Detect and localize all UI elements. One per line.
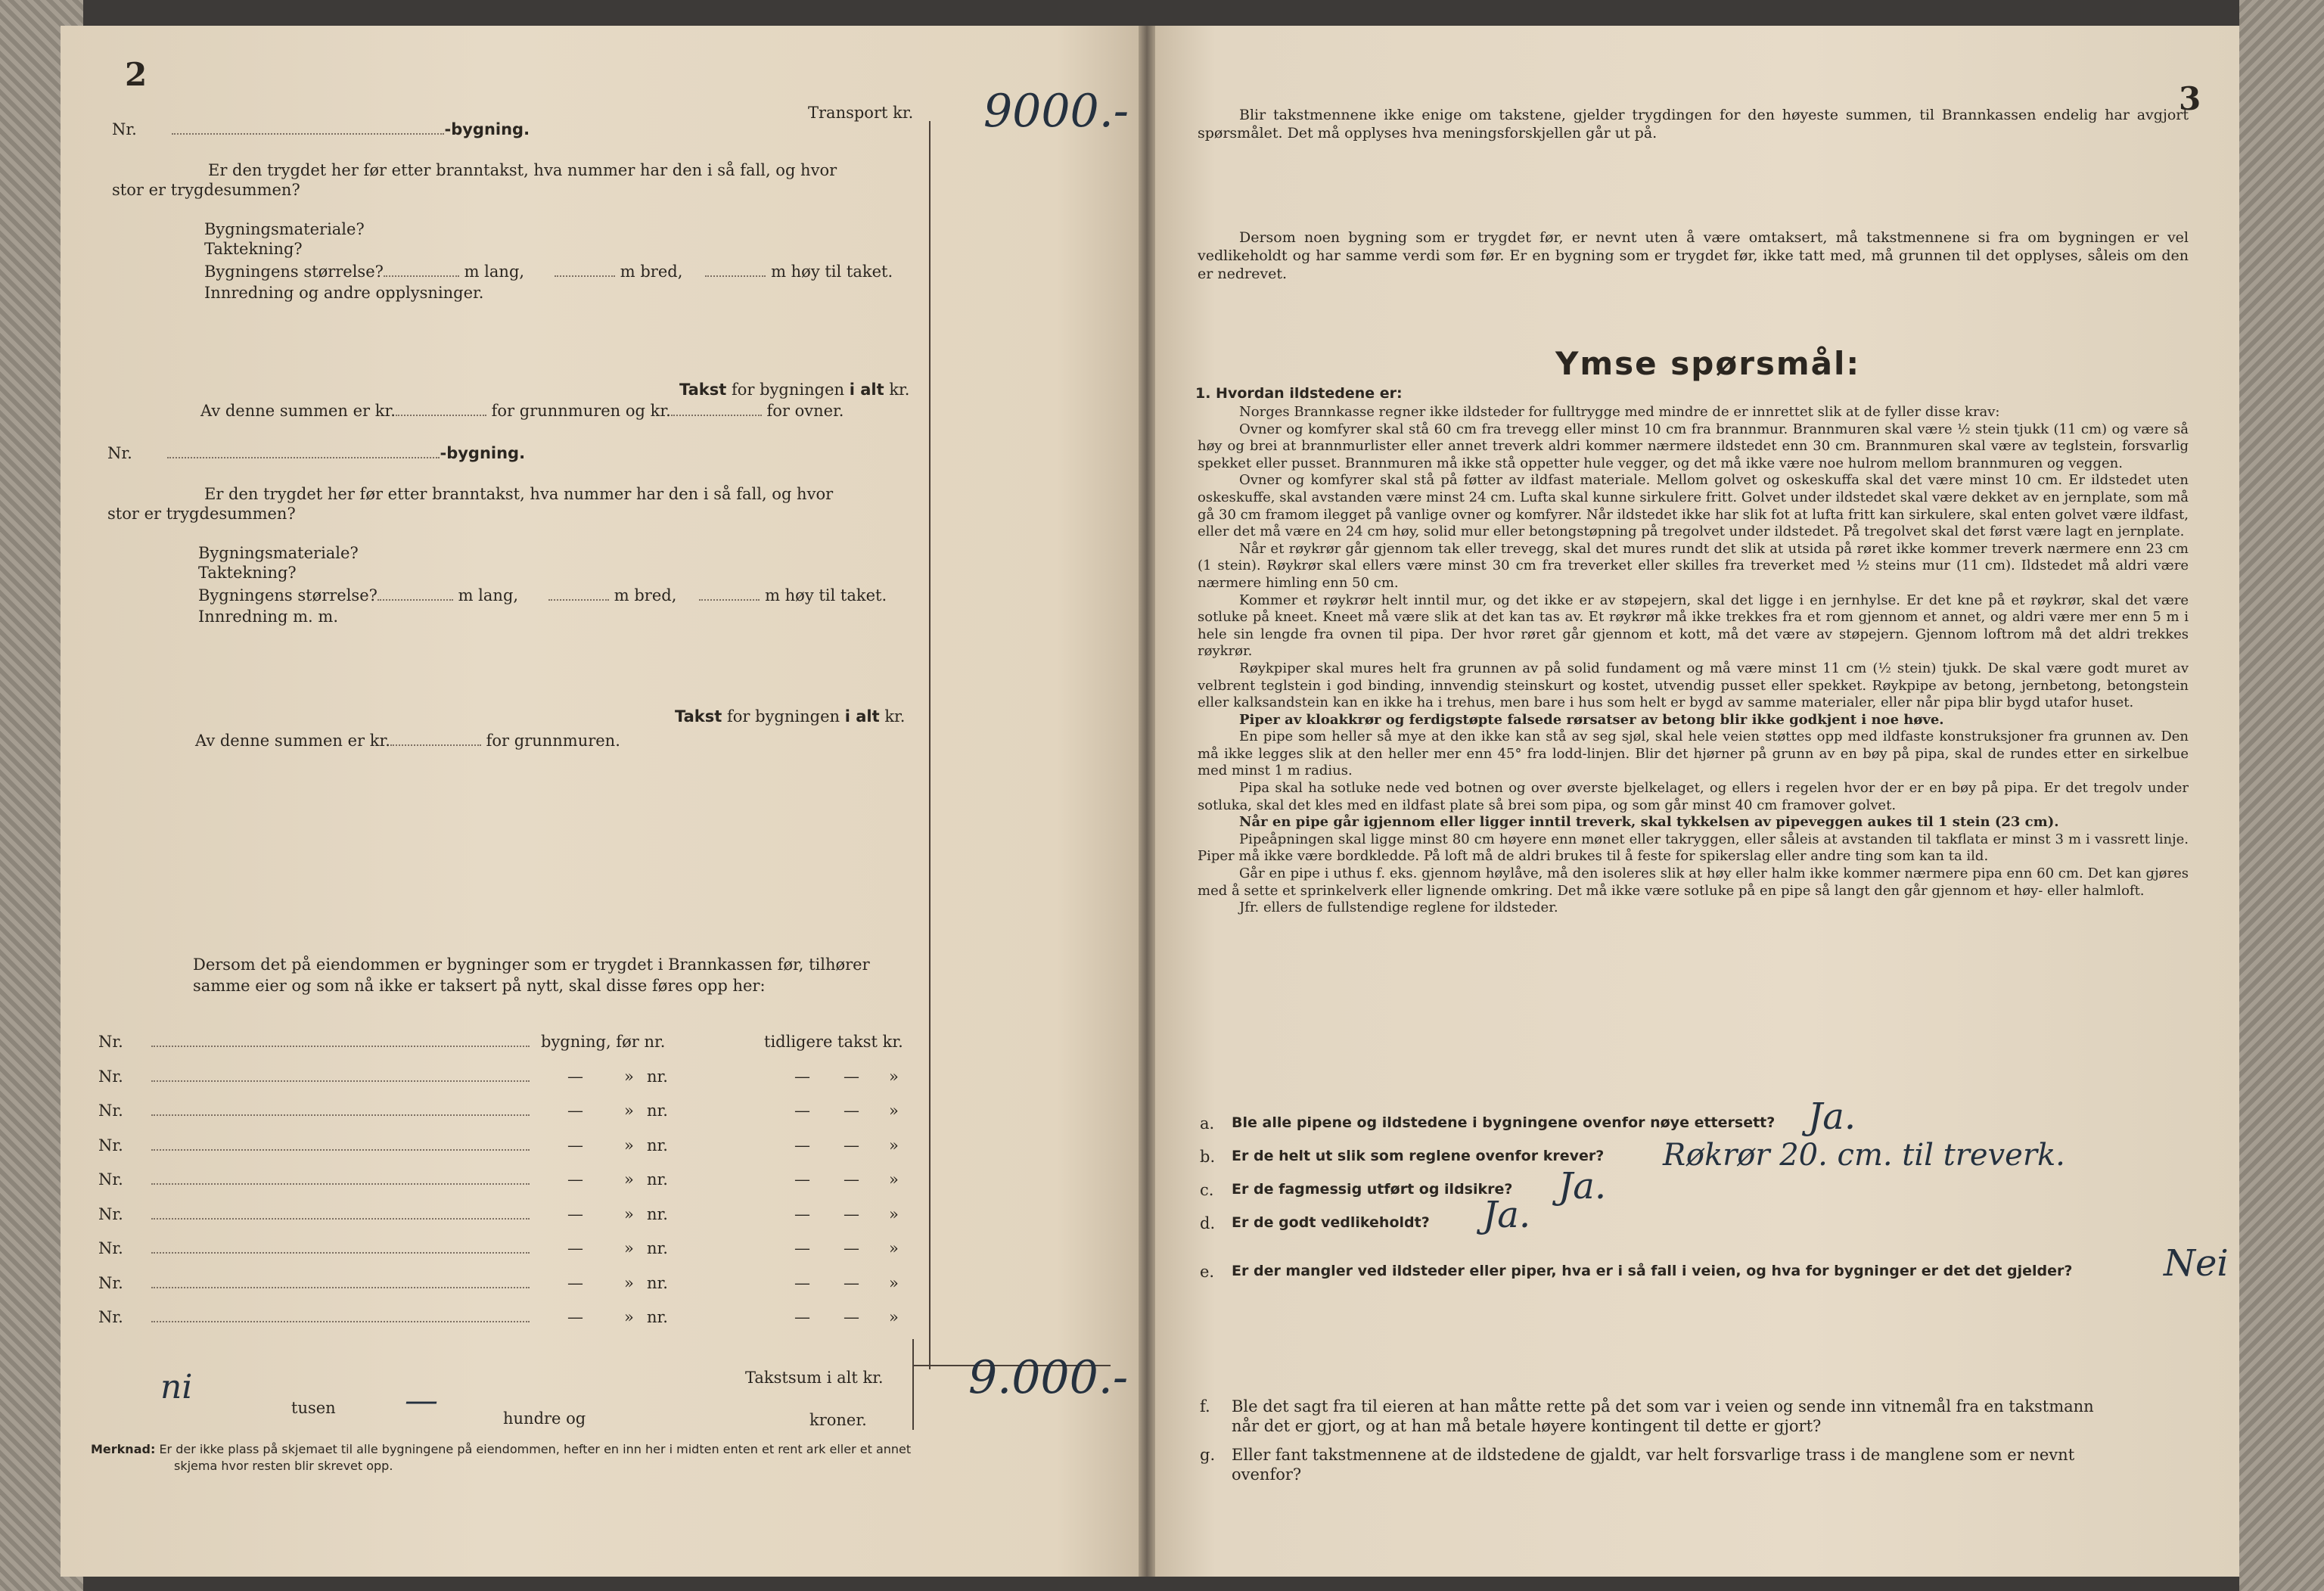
takst-suffix: for bygningen (731, 381, 845, 399)
rule-paragraph: Pipeåpningen skal ligge minst 80 cm høyere enn mønet eller takryggen, eller såleis at avstanden til takflata er minst 3 m i vassrett linje. Piper må ikke være bordkledde. På loft må de aldri brukes til å feste for spikerslag eller andre ting som kan ta ild. (1198, 831, 2189, 865)
existing-row-takst: tidligere takst kr. (764, 1033, 903, 1051)
existing-row-nr: Nr. (98, 1067, 123, 1086)
question-f-line1: Ble det sagt fra til eieren at han måtte rette på det som var i veien og sende inn vitnemål fra en takstmann (1232, 1397, 2094, 1415)
block2-interior: Innredning m. m. (198, 608, 338, 626)
existing-row-ditto: » (624, 1136, 634, 1154)
existing-row-dotted-line (151, 1032, 530, 1052)
existing-row-ditto2: » (889, 1136, 899, 1154)
section1-label: 1. Hvordan ildstedene er: (1195, 385, 1403, 402)
rule-paragraph: Pipa skal ha sotluke nede ved botnen og over øverste bjelkelaget, og ellers i regelen hvor der er en bøy på pipa. Er det tregolv under sotluka, skal det kles med en ildfast plate så brei som pipa, og som går minst 40 cm framover golvet. (1198, 780, 2189, 813)
rule-paragraph: Piper av kloakkrør og ferdigstøpte falsede rørsatser av betong blir ikke godkjent i noe høve. (1239, 711, 1944, 728)
right-page-number: 3 (2179, 80, 2201, 117)
question-letter: c. (1200, 1181, 1214, 1199)
book-spine-gutter (1139, 26, 1155, 1577)
m-bred: m bred, (620, 263, 683, 281)
rule-paragraph: Røykpiper skal mures helt fra grunnen av på solid fundament og må være minst 11 cm (½ stein) tjukk. De skal være godt muret av velbrent teglstein i god binding, innvendig steinskurt og kostet, utvendig pusset eller spekket. Røykpipe av betong, jernbetong, betongstein eller kalksandstein kan en ikke ha i trehus, men bare i hus som helt er bygd av samme materialer, eller når pipa blir bygd utafor huset. (1198, 660, 2189, 711)
existing-row-ditto: » (624, 1308, 634, 1326)
question-answer-handwritten: Nei (2164, 1242, 2229, 1285)
for-grunnmuren: for grunnmuren. (486, 732, 620, 750)
question-answer-handwritten: Ja. (1483, 1194, 1531, 1236)
rule-paragraph: Kommer et røykrør helt inntil mur, og det ikke er av støpejern, skal det ligge i en jernhylse. Er det kne på et røykrør, skal det være sotluke på kneet. Kneet må være slik at det kan tas av. Et røykrør må ikke trekkes fra et rom gjennom et annet, og aldri være mer enn 5 m i hele sin lengde fra ovnen til pipa. Der hvor røret går gjennom et kott, må det være av støpejern. Gjennom loftrom må det aldri trekkes røykrør. (1198, 592, 2189, 660)
m-hoy: m høy til taket. (771, 263, 893, 281)
existing-row-dash: — (567, 1239, 583, 1257)
existing-row-dash: — (567, 1308, 583, 1326)
nr-label-2: Nr. (107, 444, 132, 462)
existing-row-nr: Nr. (98, 1273, 123, 1292)
question-text: Er de godt vedlikeholdt? (1232, 1214, 1430, 1231)
amount-column-divider-lower (912, 1339, 914, 1430)
existing-row-nr: Nr. (98, 1136, 123, 1154)
existing-row-nr-label: nr. (647, 1308, 668, 1326)
m-lang: m lang, (464, 263, 525, 281)
existing-row-nr-label: nr. (647, 1136, 668, 1154)
intro-paragraph-2: Dersom noen bygning som er trygdet før, er nevnt uten å være omtaksert, må takstmennene si fra om bygningen er vel vedlikeholdt og har samme verdi som før. Er en bygning som er trygdet før, ikke tatt med, må grunnen til det opplyses, såleis om den er nedrevet. (1198, 229, 2189, 282)
question-letter: d. (1200, 1214, 1216, 1232)
existing-row-dash2: — (794, 1102, 810, 1120)
existing-row-ditto: » (624, 1239, 634, 1257)
existing-row-dotted-line (151, 1101, 530, 1120)
existing-row-nr-label: nr. (647, 1170, 668, 1189)
existing-row-dotted-line (151, 1307, 530, 1327)
rule-paragraph: Går en pipe i uthus f. eks. gjennom høylåve, må den isoleres slik at høy eller halm ikke kommer nærmere pipa enn 60 cm. Det kan gjøres med å sette et sprinkelverk eller lignende omkring. Det må ikke være sotluke på en pipe så langt den går gjennom et høy- eller halmloft. (1198, 865, 2189, 899)
block2-size-label: Bygningens størrelse? (198, 586, 377, 604)
block2-question-line2: stor er trygdesummen? (107, 505, 296, 523)
existing-row-nr-label: nr. (647, 1102, 668, 1120)
hundre-handwritten: — (405, 1381, 438, 1420)
existing-row-dash2: — (794, 1204, 810, 1223)
existing-row-dash2: — (794, 1273, 810, 1292)
merknad-line2: skjema hvor resten blir skrevet opp. (174, 1459, 393, 1473)
existing-row-dash3: — (844, 1308, 859, 1326)
existing-row-ditto2: » (889, 1170, 899, 1189)
existing-row-dash: — (567, 1170, 583, 1189)
tusen-label: tusen (291, 1399, 336, 1417)
ymse-sporsmal-heading: Ymse spørsmål: (1555, 345, 1861, 382)
intro-paragraph-1: Blir takstmennene ikke enige om takstene, gjelder trygdingen for den høyeste summen, til Brannkassen endelig har avgjort spørsmålet. Det må opplyses hva meningsforskjellen går ut på. (1198, 107, 2189, 141)
m-bred-2: m bred, (614, 586, 677, 604)
tusen-handwritten: ni (160, 1368, 193, 1406)
takstsum-value-handwritten: 9.000.- (968, 1351, 1129, 1404)
existing-row-dotted-line (151, 1136, 530, 1155)
existing-row-dotted-line (151, 1273, 530, 1293)
question-text: Er der mangler ved ildsteder eller piper, hva er i så fall i veien, og hva for bygninger er det det gjelder? (1232, 1263, 2073, 1279)
existing-row-ditto: » (624, 1102, 634, 1120)
block1-size-label: Bygningens størrelse? (204, 263, 384, 281)
existing-row-dotted-line (151, 1238, 530, 1258)
question-text: Er de fagmessig utført og ildsikre? (1232, 1181, 1513, 1198)
block1-question-line1: Er den trygdet her før etter branntakst, hva nummer har den i så fall, og hvor (208, 161, 837, 179)
existing-row-nr: Nr. (98, 1033, 123, 1051)
existing-row-dash3: — (844, 1239, 859, 1257)
bygning-label: -bygning. (444, 120, 530, 138)
m-hoy-2: m høy til taket. (765, 586, 887, 604)
existing-row-ditto: » (624, 1273, 634, 1292)
block2-material: Bygningsmateriale? (198, 544, 359, 562)
existing-row-dash2: — (794, 1067, 810, 1086)
existing-row-dash2: — (794, 1308, 810, 1326)
existing-row-nr: Nr. (98, 1102, 123, 1120)
existing-row-dash3: — (844, 1170, 859, 1189)
fireplace-rules (1198, 404, 2189, 917)
existing-row-dash2: — (794, 1239, 810, 1257)
rule-paragraph: Ovner og komfyrer skal stå på føtter av ildfast materiale. Mellom golvet og oskeskuffa skal det være minst 10 cm. Er ildstedet uten oskeskuffe, skal avstanden være minst 24 cm. Lufta skal kunne sirkulere fritt. Golvet under ildstedet skal være dekket av en jernplate, som må gå 30 cm framom ilegget på vanlige ovner og komfyrer. Når ildstedet ikke har slik fot at lufta fritt kan sirkulere, skal enten golvet være ildfast, eller det må være en 24 cm høy, solid mur eller betongstøpning på tregolvet under ildstedet. På tregolvet skal det først være lagt en jernplate. (1198, 472, 2189, 540)
existing-row-dash2: — (794, 1170, 810, 1189)
existing-row-dash: — (567, 1102, 583, 1120)
merknad-line1: Er der ikke plass på skjemaet til alle bygningene på eiendommen, hefter en inn her i midten enten et rent ark eller et annet (159, 1442, 912, 1456)
hundre-label: hundre og (503, 1409, 586, 1428)
rule-paragraph: Jfr. ellers de fullstendige reglene for ildsteder. (1239, 900, 1558, 916)
rule-paragraph: Når en pipe går igjennom eller ligger inntil treverk, skal tykkelsen av pipeveggen aukes til 1 stein (23 cm). (1239, 814, 2059, 831)
question-answer-handwritten: Røkrør 20. cm. til treverk. (1663, 1138, 2065, 1173)
takst-label: Takst (679, 381, 727, 399)
question-letter: b. (1200, 1148, 1216, 1166)
block1-interior: Innredning og andre opplysninger. (204, 284, 484, 302)
existing-row-bygning: bygning, før nr. (541, 1033, 666, 1051)
question-g-line2: ovenfor? (1232, 1465, 1302, 1484)
existing-row-nr: Nr. (98, 1170, 123, 1189)
takstsum-label: Takstsum i alt kr. (745, 1369, 884, 1387)
existing-row-ditto2: » (889, 1308, 899, 1326)
existing-row-dash: — (567, 1067, 583, 1086)
i-alt: i alt (849, 381, 884, 399)
amount-column-divider (929, 121, 931, 1369)
existing-row-dash3: — (844, 1273, 859, 1292)
transport-value-handwritten: 9000.- (983, 85, 1129, 138)
transport-label: Transport kr. (808, 104, 914, 122)
question-letter: e. (1200, 1263, 1215, 1281)
rule-paragraph: Ovner og komfyrer skal stå 60 cm fra trevegg eller minst 10 cm fra brannmur. Brannmuren skal være ½ stein tjukk (11 cm) og være så høy og brei at brannmurlister eller annet treverk aldri kommer nærmere ildstedet enn 30 cm. Brannmuren skal være av teglstein, forsvarlig spekket eller pusset. Brannmuren må ikke stå oppetter hule vegger, og det må ikke være noe hulrom mellom brannmuren og veggen. (1198, 421, 2189, 471)
block1-material: Bygningsmateriale? (204, 220, 365, 238)
rule-paragraph: Når et røykrør går gjennom tak eller trevegg, skal det mures rundt det slik at utsida på røret ikke kommer treverk nærmere enn 23 cm (1 stein). Røykrør skal ellers være minst 30 cm fra treverket eller skilles fra treverket med ½ steins mur (11 cm). Ildstedet må aldri være nærmere himling enn 50 cm. (1198, 540, 2189, 591)
av-denne-summen-2: Av denne summen er kr. (195, 732, 390, 750)
existing-row-ditto: » (624, 1170, 634, 1189)
existing-row-nr-label: nr. (647, 1273, 668, 1292)
bygning-label-2: -bygning. (440, 444, 526, 462)
nr-label: Nr. (112, 120, 137, 138)
existing-row-ditto2: » (889, 1204, 899, 1223)
rule-paragraph: Norges Brannkasse regner ikke ildsteder for fulltrygge med mindre de er innrettet slik at de fyller disse krav: (1239, 404, 2000, 420)
existing-row-nr-label: nr. (647, 1204, 668, 1223)
existing-row-ditto2: » (889, 1067, 899, 1086)
existing-row-dash3: — (844, 1136, 859, 1154)
kr-2: kr. (884, 707, 906, 726)
existing-row-dash: — (567, 1273, 583, 1292)
question-g-line1: Eller fant takstmennene at de ildstedene de gjaldt, var helt forsvarlige trass i de manglene som er nevnt (1232, 1446, 2075, 1464)
existing-row-ditto2: » (889, 1273, 899, 1292)
existing-intro-line1: Dersom det på eiendommen er bygninger som er trygdet i Brannkassen før, tilhører (193, 956, 870, 974)
for-grunnmuren-og: for grunnmuren og kr. (491, 402, 671, 420)
existing-row-dash: — (567, 1204, 583, 1223)
existing-row-dotted-line (151, 1067, 530, 1086)
i-alt-2: i alt (844, 707, 880, 726)
existing-intro-line2: samme eier og som nå ikke er taksert på nytt, skal disse føres opp her: (193, 977, 766, 995)
question-answer-handwritten: Ja. (1558, 1165, 1607, 1207)
takst-label-2: Takst (675, 707, 722, 726)
existing-row-dash: — (567, 1136, 583, 1154)
block2-question-line1: Er den trygdet her før etter branntakst, hva nummer har den i så fall, og hvor (204, 485, 834, 503)
existing-row-dash3: — (844, 1067, 859, 1086)
existing-row-dash2: — (794, 1136, 810, 1154)
existing-row-ditto2: » (889, 1239, 899, 1257)
question-f-letter: f. (1200, 1397, 1210, 1415)
existing-row-dotted-line (151, 1204, 530, 1224)
kroner-label: kroner. (809, 1411, 867, 1429)
existing-row-ditto: » (624, 1204, 634, 1223)
takst-suffix-2: for bygningen (726, 707, 840, 726)
block1-question-line2: stor er trygdesummen? (112, 181, 300, 199)
existing-row-dash3: — (844, 1102, 859, 1120)
block1-roof: Taktekning? (204, 240, 303, 258)
existing-row-ditto: » (624, 1067, 634, 1086)
existing-row-nr-label: nr. (647, 1239, 668, 1257)
existing-row-nr: Nr. (98, 1239, 123, 1257)
m-lang-2: m lang, (458, 586, 519, 604)
question-letter: a. (1200, 1114, 1215, 1133)
question-text: Er de helt ut slik som reglene ovenfor krever? (1232, 1148, 1605, 1164)
block2-roof: Taktekning? (198, 564, 297, 582)
existing-row-nr-label: nr. (647, 1067, 668, 1086)
rule-paragraph: En pipe som heller så mye at den ikke kan stå av seg sjøl, skal hele veien støttes opp med ildfaste konstruksjoner fra grunnen av. Den må ikke legges slik at den heller mer enn 45° fra lodd-linjen. Blir det hjørner på grunn av en bøy på pipa, skal de rundes etter en sirkelbue med minst 1 m radius. (1198, 729, 2189, 779)
question-g-letter: g. (1200, 1446, 1216, 1464)
existing-row-nr: Nr. (98, 1308, 123, 1326)
existing-row-dotted-line (151, 1170, 530, 1189)
for-ovner: for ovner. (766, 402, 844, 420)
existing-row-ditto2: » (889, 1102, 899, 1120)
question-f-line2: når det er gjort, og at han må betale høyere kontingent til dette er gjort? (1232, 1417, 1822, 1435)
question-text: Ble alle pipene og ildstedene i bygningene ovenfor nøye ettersett? (1232, 1114, 1776, 1131)
question-answer-handwritten: Ja. (1808, 1095, 1856, 1138)
book-cover-right (2239, 0, 2324, 1591)
existing-row-nr: Nr. (98, 1204, 123, 1223)
av-denne-summen: Av denne summen er kr. (200, 402, 396, 420)
merknad-label: Merknad: (91, 1442, 156, 1456)
existing-row-dash3: — (844, 1204, 859, 1223)
left-page-number: 2 (125, 56, 148, 93)
kr: kr. (889, 381, 910, 399)
